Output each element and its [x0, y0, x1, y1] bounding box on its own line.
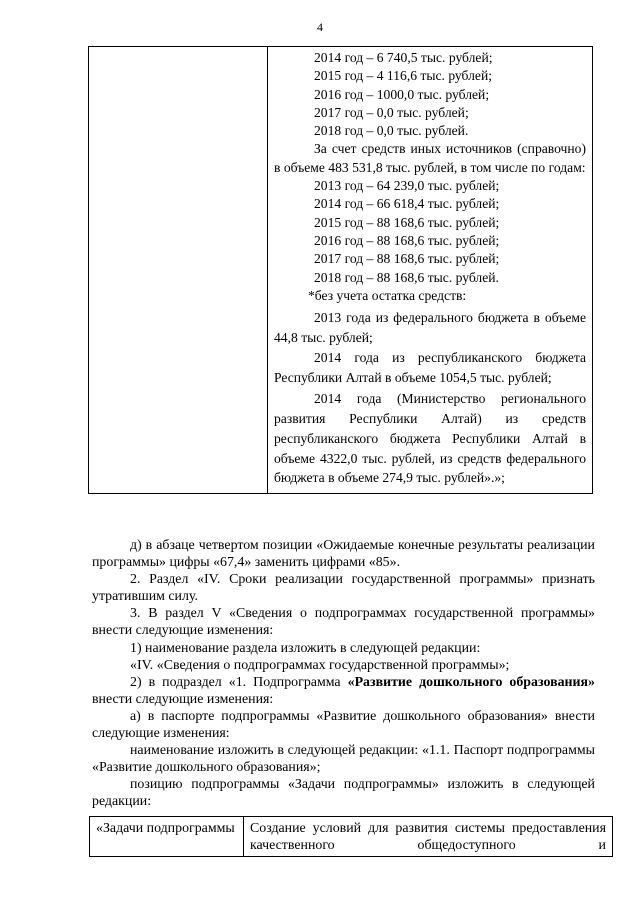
note-text: 2014 года из республиканского бюджета Республики Алтай в объеме 1054,5 тыс. рублей; [274, 350, 586, 385]
document-body [92, 537, 595, 811]
paragraph: наименование изложить в следующей редакции: «1.1. Паспорт подпрограммы «Развитие дошкольного образования»; [92, 743, 595, 776]
paragraph: 1) наименование раздела изложить в следующей редакции: [130, 640, 481, 656]
note-title: *без учета остатка средств: [308, 287, 467, 303]
funding-line: 2017 год – 88 168,6 тыс. рублей; [314, 251, 500, 267]
paragraph: 2. Раздел «IV. Сроки реализации государственной программы» признать утратившим силу. [92, 572, 595, 605]
note-text: 2014 года (Министерство регионального развития Республики Алтай) из средств республиканского бюджета Республики Алтай в объеме 4322,0 тыс. рублей, из средств федерального бюджета в объеме 274,9 тыс. рублей».»; [274, 391, 586, 486]
funding-line: 2016 год – 88 168,6 тыс. рублей; [314, 232, 500, 248]
funding-table-content-cell [268, 47, 593, 494]
other-sources-text: За счет средств иных источников (справочно) в объеме 483 531,8 тыс. рублей, в том числе по годам: [274, 141, 586, 175]
funding-line: 2018 год – 0,0 тыс. рублей. [314, 123, 469, 139]
paragraph: д) в абзаце четвертом позиции «Ожидаемые конечные результаты реализации программы» цифры «67,4» заменить цифрами «85». [92, 538, 595, 571]
tasks-table [89, 816, 613, 857]
paragraph-text: 2) в подраздел «1. Подпрограмма [130, 674, 348, 690]
funding-table-label-cell [89, 47, 268, 494]
page-number: 4 [317, 20, 323, 34]
tasks-label-cell: «Задачи подпрограммы [90, 817, 244, 857]
paragraph: 3. В раздел V «Сведения о подпрограммах государственной программы» внести следующие изменения: [92, 606, 595, 639]
paragraph: «IV. «Сведения о подпрограммах государственной программы»; [130, 657, 510, 673]
paragraph-text: внести следующие изменения: [92, 691, 274, 707]
funding-line: 2015 год – 4 116,6 тыс. рублей; [314, 68, 492, 84]
subprogram-name: «Развитие дошкольного образования» [347, 674, 595, 690]
funding-line: 2014 год – 6 740,5 тыс. рублей; [314, 50, 493, 65]
funding-table [88, 46, 593, 494]
funding-line: 2016 год – 1000,0 тыс. рублей; [314, 86, 490, 102]
paragraph: позицию подпрограммы «Задачи подпрограммы» изложить в следующей редакции: [92, 777, 595, 810]
paragraph: а) в паспорте подпрограммы «Развитие дошкольного образования» внести следующие изменения: [92, 708, 595, 742]
funding-line: 2014 год – 66 618,4 тыс. рублей; [314, 196, 500, 212]
paragraph [92, 674, 595, 708]
funding-line: 2013 год – 64 239,0 тыс. рублей; [314, 178, 500, 194]
funding-line: 2015 год – 88 168,6 тыс. рублей; [314, 214, 500, 230]
tasks-content-cell: Создание условий для развития системы предоставления качественного общедоступного и [244, 817, 613, 857]
funding-line: 2018 год – 88 168,6 тыс. рублей. [314, 269, 499, 285]
note-text: 2013 года из федерального бюджета в объеме 44,8 тыс. рублей; [274, 310, 586, 345]
funding-line: 2017 год – 0,0 тыс. рублей; [314, 104, 469, 120]
